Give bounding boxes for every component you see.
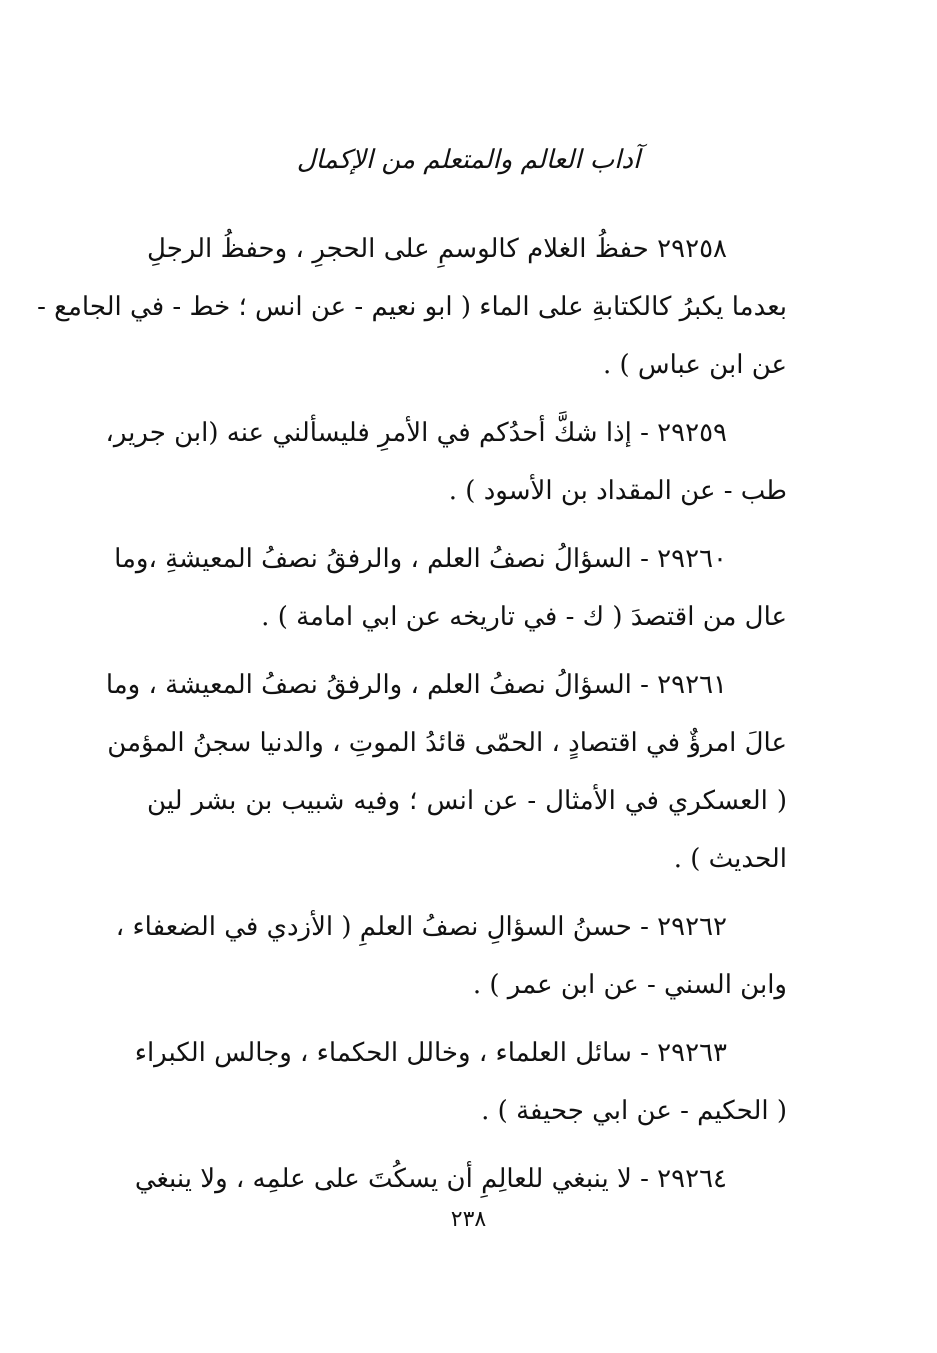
hadith-entry-29258 [37, 220, 787, 394]
hadith-entry-29260 [114, 530, 787, 646]
hadith-entry-29261 [105, 656, 787, 888]
entry-line: ٢٩٢٦٠ - السؤالُ نصفُ العلم ، والرفقُ نصفُ المعيشةِ ،وما [114, 544, 727, 574]
entry-line: الحديث ) . [673, 844, 787, 874]
entry-line: ( العسكري في الأمثال - عن انس ؛ وفيه شبيب بن بشر لين [147, 786, 787, 816]
entry-line: طب - عن المقداد بن الأسود ) . [448, 476, 787, 506]
entry-line: وابن السني - عن ابن عمر ) . [472, 970, 787, 1000]
entry-line: ٢٩٢٦٤ - لا ينبغي للعالِمِ أن يسكُتَ على علمِه ، ولا ينبغي [134, 1164, 727, 1194]
body-text [37, 220, 787, 1208]
entry-line: ( الحكيم - عن ابي جحيفة ) . [481, 1096, 787, 1126]
entry-line: ٢٩٢٦٢ - حسنُ السؤالِ نصفُ العلمِ ( الأزدي في الضعفاء ، [115, 912, 727, 942]
entry-line: ٢٩٢٦١ - السؤالُ نصفُ العلم ، والرفقُ نصفُ المعيشة ، وما [105, 670, 727, 700]
hadith-entry-29264 [134, 1150, 787, 1208]
hadith-entry-29259 [105, 404, 787, 520]
page-number: ٢٣٨ [450, 1207, 487, 1232]
entry-line: ٢٩٢٦٣ - سائل العلماء ، وخالل الحكماء ، وجالس الكبراء [134, 1038, 727, 1068]
entry-line: عن ابن عباس ) . [602, 350, 787, 380]
entry-line: بعدما يكبرُ كالكتابةِ على الماء ( ابو نعيم - عن انس ؛ خط - في الجامع - [37, 292, 787, 322]
hadith-entry-29263 [134, 1024, 787, 1140]
hadith-entry-29262 [115, 898, 787, 1014]
entry-line: ٢٩٢٥٩ - إذا شكَّ أحدُكم في الأمرِ فليسألني عنه (ابن جرير، [105, 418, 727, 448]
running-header: آداب العالم والمتعلم من الإكمال [296, 145, 641, 175]
entry-line: ٢٩٢٥٨ حفظُ الغلام كالوسمِ على الحجرِ ، وحفظُ الرجلِ [147, 234, 727, 264]
entry-line: عال من اقتصدَ ( ك - في تاريخه عن ابي امامة ) . [261, 602, 787, 632]
entry-line: عالَ امرؤٌ في اقتصادٍ ، الحمّى قائدُ الموتِ ، والدنيا سجنُ المؤمن [107, 728, 787, 758]
